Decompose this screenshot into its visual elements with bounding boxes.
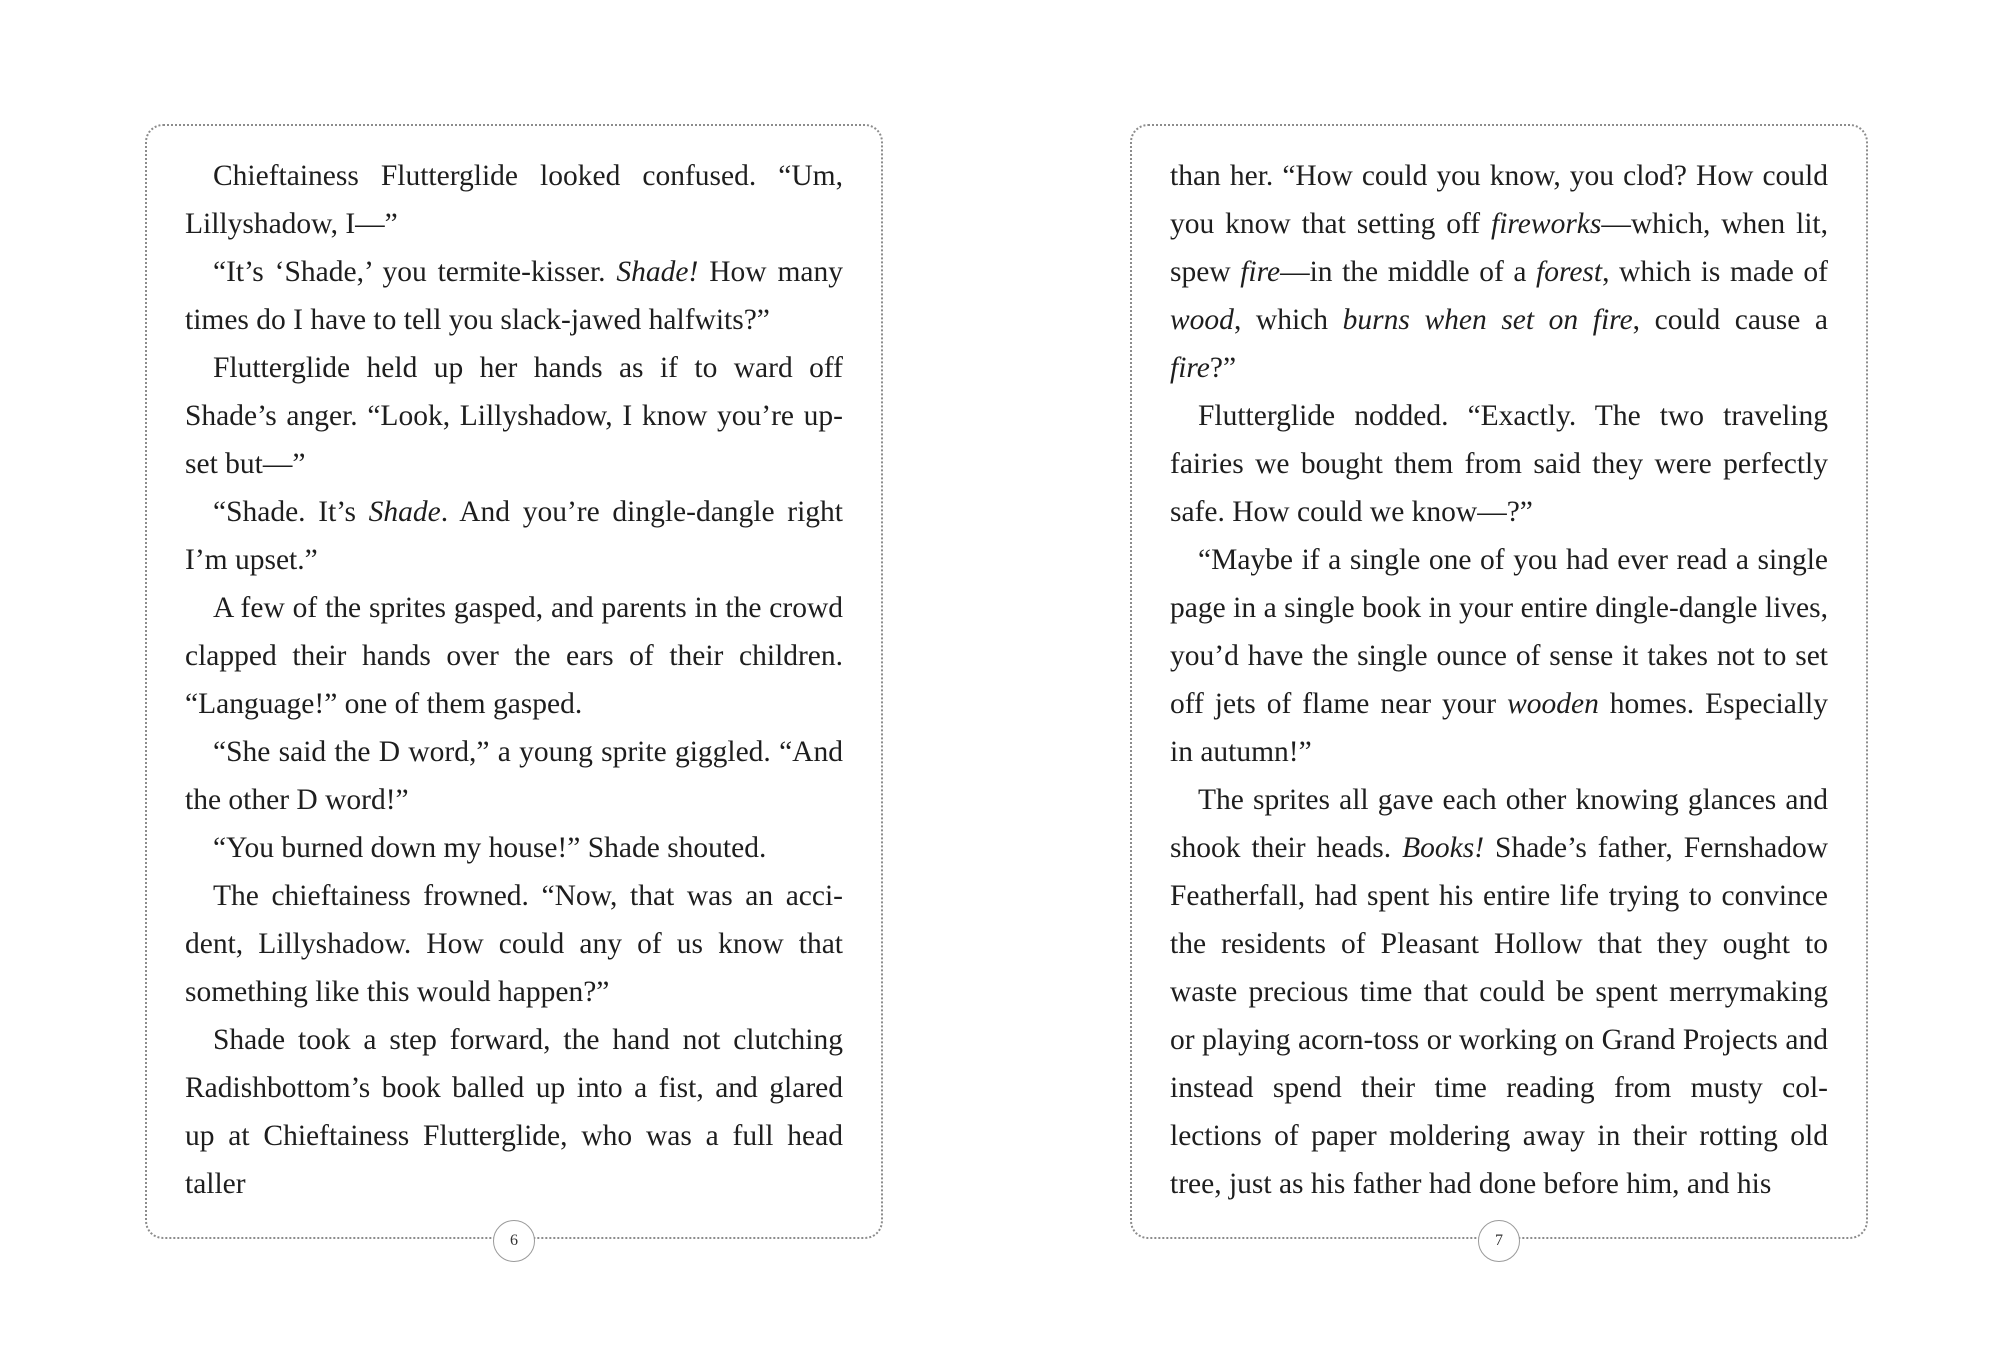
italic-text: fireworks — [1491, 208, 1602, 240]
paragraph — [185, 824, 843, 872]
italic-text: Shade! — [616, 256, 699, 288]
text-run: than her. “How could you know, you clod? How could you know that setting off — [1170, 160, 1828, 240]
paragraph — [185, 728, 843, 824]
paragraph — [185, 872, 843, 1016]
italic-text: burns when set on fire — [1342, 304, 1633, 336]
italic-text: Shade — [368, 496, 441, 528]
text-run: —in the middle of a — [1280, 256, 1536, 288]
paragraph — [185, 344, 843, 488]
text-run: , which is made of — [1602, 256, 1828, 288]
text-run: Flutterglide held up her hands as if to ward off Shade’s anger. “Look, Lillyshadow, I know you’re up-set but—” — [185, 352, 843, 480]
text-run: ?” — [1209, 352, 1237, 384]
italic-text: fire — [1240, 256, 1281, 288]
text-run: “It’s ‘Shade,’ you termite-kisser. — [213, 256, 617, 288]
italic-text: Books! — [1402, 832, 1485, 864]
right-page — [1130, 124, 1868, 1249]
text-run: The chieftainess frowned. “Now, that was an acci-dent, Lillyshadow. How could any of us know that something like this would happen?” — [185, 880, 843, 1008]
text-run: Chieftainess Flutterglide looked confused. “Um, Lillyshadow, I—” — [185, 160, 843, 240]
italic-text: wooden — [1507, 688, 1599, 720]
page-text — [185, 152, 843, 1208]
paragraph — [185, 248, 843, 344]
paragraph — [1170, 536, 1828, 776]
paragraph — [1170, 776, 1828, 1208]
paragraph — [185, 584, 843, 728]
paragraph — [1170, 392, 1828, 536]
italic-text: fire — [1170, 352, 1210, 384]
text-run: homes. Especially in autumn!” — [1170, 688, 1828, 768]
text-run: . And you’re dingle-dangle right I’m upset.” — [185, 496, 843, 576]
text-run: How many times do I have to tell you slack-jawed halfwits?” — [185, 256, 843, 336]
text-run: , could cause a — [1632, 304, 1829, 336]
text-run: A few of the sprites gasped, and parents in the crowd clapped their hands over the ears of their children. “Language!” one of them gasped. — [185, 592, 843, 720]
italic-text: forest — [1536, 256, 1603, 288]
paragraph — [185, 488, 843, 584]
text-run: Flutterglide nodded. “Exactly. The two traveling fairies we bought them from said they were perfectly safe. How could we know—?” — [1170, 400, 1828, 528]
paragraph — [185, 1016, 843, 1208]
text-run: Shade took a step forward, the hand not clutching Radishbottom’s book balled up into a fist, and glared up at Chieftainess Flutterglide, who was a full head taller — [185, 1024, 843, 1200]
text-run: “Maybe if a single one of you had ever read a single page in a single book in your entire dingle-dangle lives, you’d have the single ounce of sense it takes not to set off jets of flame near your — [1170, 544, 1828, 720]
text-run: —which, when lit, spew — [1170, 208, 1828, 288]
text-run: Shade’s father, Fernshadow Featherfall, had spent his entire life trying to convince the residents of Pleasant Hollow that they ought to waste precious time that could be spent merrymaking or playing acorn-toss or working on Grand Projects and instead spend their time reading from musty col-lections of paper moldering away in their rotting old tree, just as his father had done before him, and his — [1170, 832, 1828, 1200]
page-number-badge: 6 — [493, 1220, 535, 1262]
left-page — [145, 124, 883, 1249]
paragraph — [185, 152, 843, 248]
text-run: “Shade. It’s — [213, 496, 369, 528]
text-run: , which — [1233, 304, 1343, 336]
page-text — [1170, 152, 1828, 1208]
text-run: “She said the D word,” a young sprite giggled. “And the other D word!” — [185, 736, 843, 816]
text-run: The sprites all gave each other knowing glances and shook their heads. — [1170, 784, 1828, 864]
page-number-badge: 7 — [1478, 1220, 1520, 1262]
paragraph — [1170, 152, 1828, 392]
italic-text: wood — [1170, 304, 1234, 336]
text-run: “You burned down my house!” Shade shouted. — [213, 832, 767, 864]
